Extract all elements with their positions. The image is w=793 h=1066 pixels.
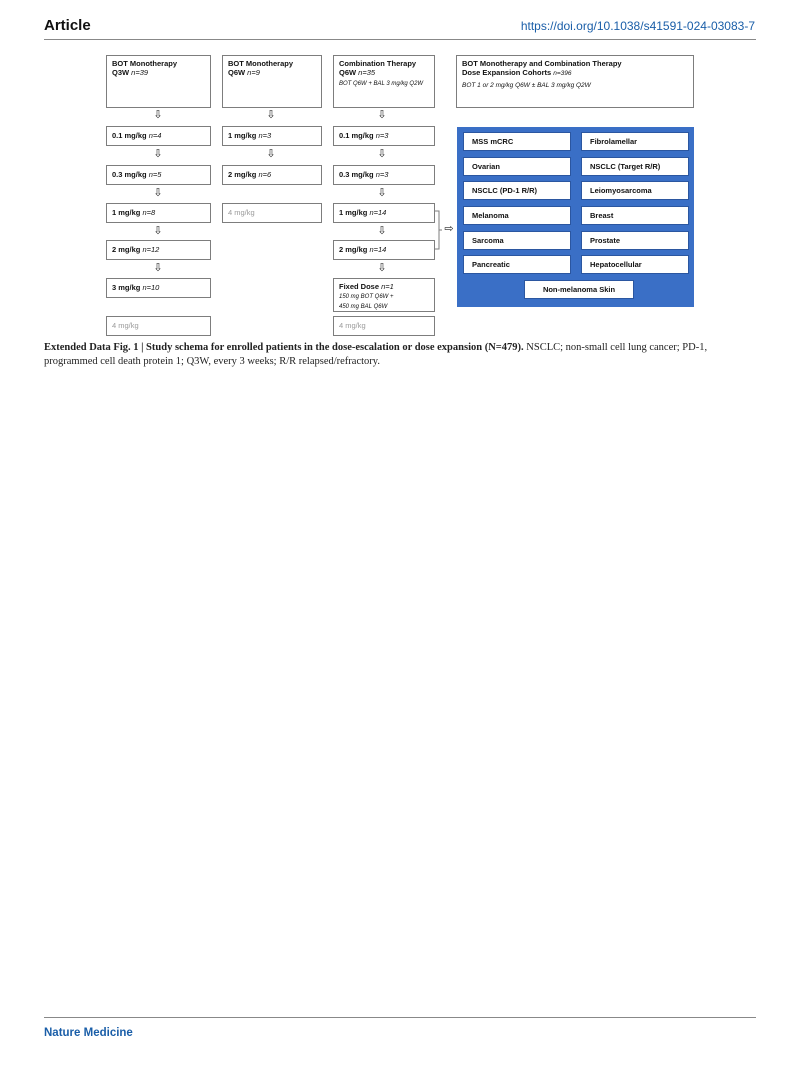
col1-dose-box: [106, 240, 211, 260]
col2-header-box: [222, 55, 322, 108]
cohort-cell: Fibrolamellar: [581, 132, 689, 151]
cohorts-panel: [457, 127, 694, 307]
col1-dose-box: [106, 126, 211, 146]
down-arrow-icon: ⇩: [153, 225, 163, 237]
col2-n: n=9: [247, 68, 260, 77]
col1-dose-box: [106, 165, 211, 185]
dose-n: n=12: [142, 245, 160, 254]
expansion-header-box: [456, 55, 694, 108]
col2-title: BOT Monotherapy: [228, 59, 293, 68]
doi-link[interactable]: https://doi.org/10.1038/s41591-024-03083-7: [520, 19, 755, 33]
col3-dose-box: [333, 165, 435, 185]
col3-schedule: Q6W: [339, 68, 359, 77]
dose-n: n=5: [148, 170, 162, 179]
down-arrow-icon: ⇩: [377, 148, 387, 160]
dose-label: 0.3 mg/kg: [339, 170, 376, 179]
col2-dose-box: [222, 165, 322, 185]
col3-dose-box: [333, 240, 435, 260]
cohort-cell: Sarcoma: [463, 231, 571, 250]
col1-n: n=39: [131, 68, 149, 77]
dose-n: n=14: [369, 208, 387, 217]
footer-rule: [44, 1017, 756, 1018]
cohort-cell: Melanoma: [463, 206, 571, 225]
col1-gray-dose-box: 4 mg/kg: [106, 316, 211, 336]
cohort-cell: NSCLC (PD-1 R/R): [463, 181, 571, 200]
dose-n: n=8: [142, 208, 156, 217]
col1-schedule: Q3W: [112, 68, 132, 77]
down-arrow-icon: ⇩: [377, 187, 387, 199]
dose-label: 0.3 mg/kg: [112, 170, 149, 179]
down-arrow-icon: ⇩: [266, 148, 276, 160]
col3-gray-dose-box: 4 mg/kg: [333, 316, 435, 336]
fixed-dose-note2: 450 mg BAL Q6W: [339, 304, 388, 310]
down-arrow-icon: ⇩: [377, 109, 387, 121]
dose-label: 1 mg/kg: [112, 208, 143, 217]
dose-label: 2 mg/kg: [228, 170, 259, 179]
dose-n: n=4: [148, 131, 162, 140]
col3-n: n=35: [358, 68, 376, 77]
dose-label: 3 mg/kg: [112, 283, 143, 292]
dose-n: n=10: [142, 283, 160, 292]
col1-dose-box: [106, 278, 211, 298]
dose-label: 0.1 mg/kg: [112, 131, 149, 140]
col2-schedule: Q6W: [228, 68, 248, 77]
caption-label: Extended Data Fig. 1 | Study schema for enrolled patients in the dose-escalation or dose expansion (N=479).: [44, 342, 524, 353]
col3-dose-box: [333, 126, 435, 146]
fixed-dose-n: n=1: [381, 282, 394, 291]
dose-label: 1 mg/kg: [339, 208, 370, 217]
col3-title: Combination Therapy: [339, 59, 417, 68]
expansion-note: BOT 1 or 2 mg/kg Q6W ± BAL 3 mg/kg Q2W: [462, 82, 591, 89]
col2-dose-box: [222, 126, 322, 146]
cohort-cell: NSCLC (Target R/R): [581, 157, 689, 176]
col3-dose-box: [333, 203, 435, 223]
cohort-cell: Non-melanoma Skin: [524, 280, 634, 299]
cohort-cell: Ovarian: [463, 157, 571, 176]
cohort-cell: Leiomyosarcoma: [581, 181, 689, 200]
figure-caption: [44, 341, 756, 368]
dose-label: 1 mg/kg: [228, 131, 259, 140]
expansion-title-line1: BOT Monotherapy and Combination Therapy: [462, 59, 622, 68]
col1-dose-box: [106, 203, 211, 223]
dose-n: n=6: [258, 170, 272, 179]
header-rule: [44, 39, 756, 40]
col3-fixed-dose-box: [333, 278, 435, 312]
down-arrow-icon: ⇩: [266, 109, 276, 121]
article-label: Article: [44, 17, 91, 34]
dose-label: 2 mg/kg: [112, 245, 143, 254]
cohort-cell: Prostate: [581, 231, 689, 250]
col2-gray-dose-box: 4 mg/kg: [222, 203, 322, 223]
expansion-n: n=396: [553, 70, 572, 77]
caption-text: NSCLC; non-small cell lung cancer; PD-1, programmed cell death protein 1; Q3W, every 3 weeks; R/R relapsed/refractory.: [44, 342, 708, 367]
cohort-cell: Breast: [581, 206, 689, 225]
down-arrow-icon: ⇩: [153, 148, 163, 160]
dose-n: n=3: [258, 131, 272, 140]
down-arrow-icon: ⇩: [153, 109, 163, 121]
dose-n: n=3: [375, 170, 389, 179]
col1-title: BOT Monotherapy: [112, 59, 177, 68]
fixed-dose-note1: 150 mg BOT Q6W +: [339, 294, 394, 300]
cohort-cell: Hepatocellular: [581, 255, 689, 274]
dose-n: n=14: [369, 245, 387, 254]
journal-name: Nature Medicine: [44, 1027, 133, 1039]
cohort-cell: MSS mCRC: [463, 132, 571, 151]
col1-header-box: [106, 55, 211, 108]
down-arrow-icon: ⇩: [377, 262, 387, 274]
right-arrow-icon: ⇨: [444, 223, 454, 235]
dose-label: 0.1 mg/kg: [339, 131, 376, 140]
down-arrow-icon: ⇩: [377, 225, 387, 237]
dose-n: n=3: [375, 131, 389, 140]
expansion-title-line2: Dose Expansion Cohorts: [462, 68, 554, 77]
col3-header-box: [333, 55, 435, 108]
dose-label: 2 mg/kg: [339, 245, 370, 254]
col3-note: BOT Q6W + BAL 3 mg/kg Q2W: [339, 81, 424, 87]
down-arrow-icon: ⇩: [153, 262, 163, 274]
fixed-dose-label: Fixed Dose: [339, 282, 382, 291]
cohort-cell: Pancreatic: [463, 255, 571, 274]
down-arrow-icon: ⇩: [153, 187, 163, 199]
